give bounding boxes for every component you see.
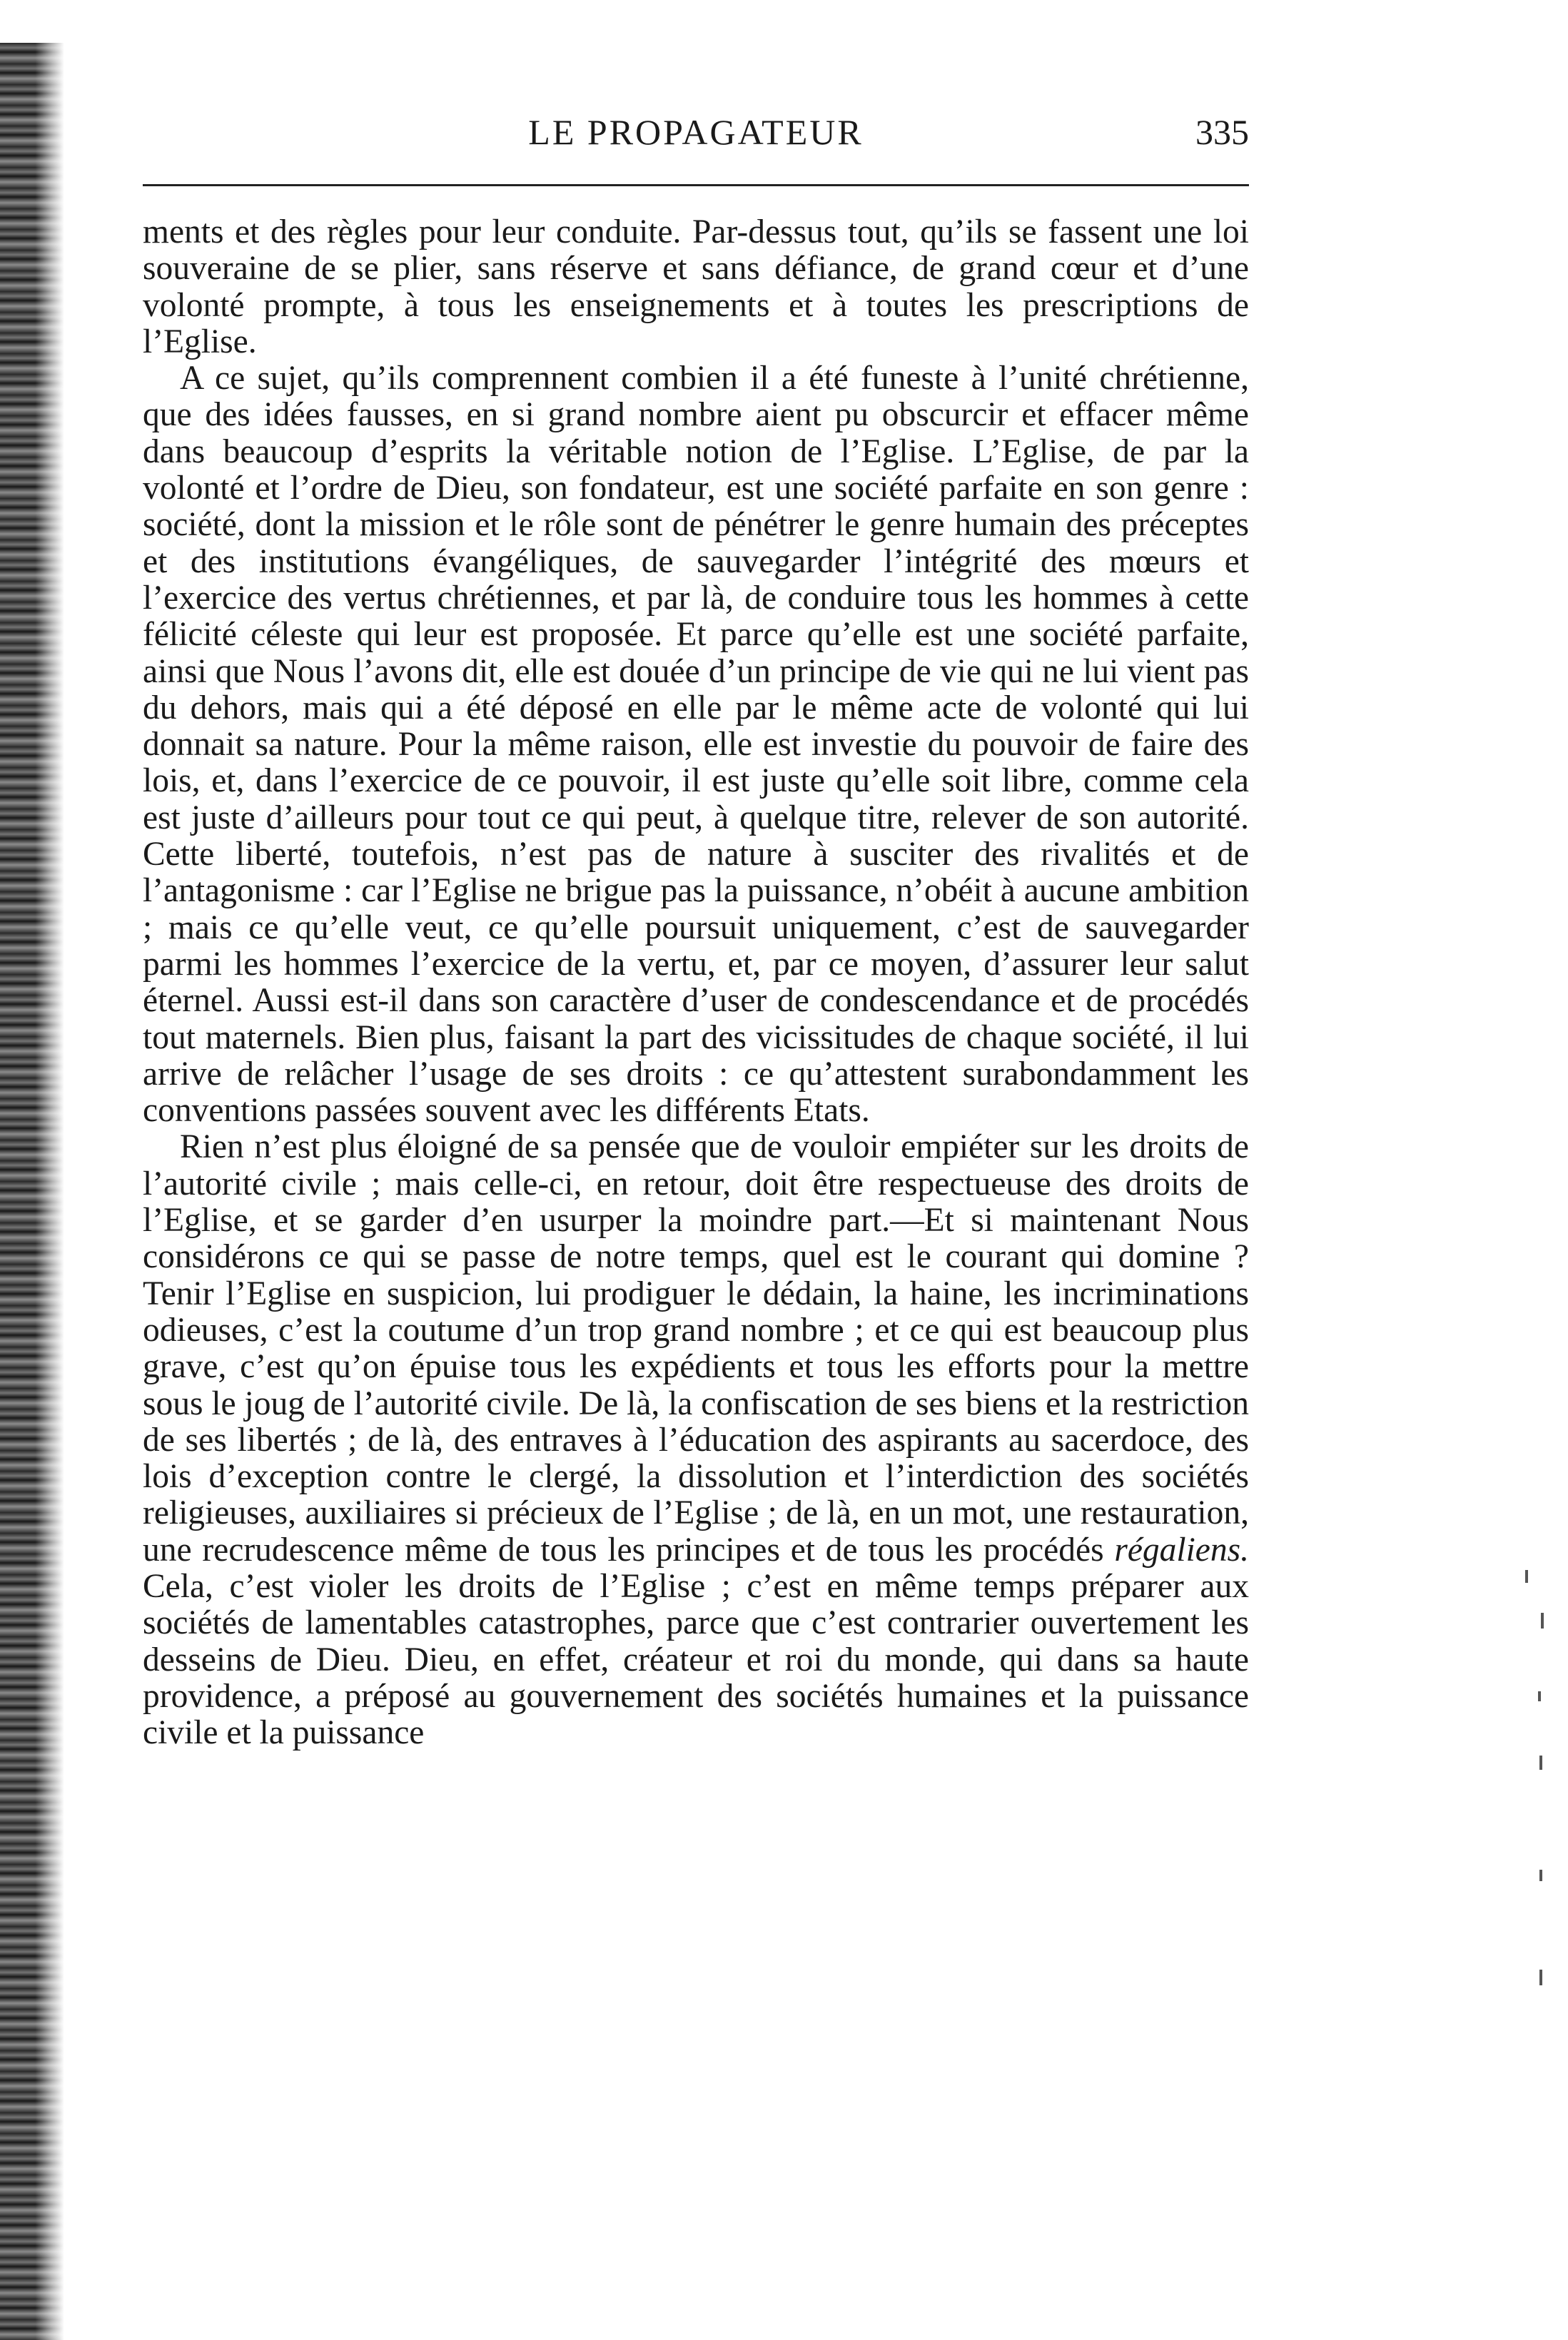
running-head: [143, 107, 1249, 157]
margin-scan-marks: [1511, 1570, 1554, 2070]
paragraph-1: ments et des règles pour leur conduite. Par-dessus tout, qu’ils se fassent une loi souveraine de se plier, sans réserve et sans défiance, de grand cœur et d’une volonté prompte, à tous les enseignements et à toutes les prescriptions de l’Eglise.: [143, 213, 1249, 360]
paragraph-2: A ce sujet, qu’ils comprennent combien il a été funeste à l’unité chrétienne, que des idées fausses, en si grand nombre aient pu obscurcir et effacer même dans beaucoup d’esprits la véritable notion de l’Eglise. L’Eglise, de par la volonté et l’ordre de Dieu, son fondateur, est une société parfaite en son genre : société, dont la mission et le rôle sont de pénétrer le genre humain des préceptes et des institutions évangéliques, de sauvegarder l’intégrité des mœurs et l’exercice des vertus chrétiennes, et par là, de conduire tous les hommes à cette félicité céleste qui leur est proposée. Et parce qu’elle est une société parfaite, ainsi que Nous l’avons dit, elle est douée d’un principe de vie qui ne lui vient pas du dehors, mais qui a été déposé en elle par le même acte de volonté qui lui donnait sa nature. Pour la même raison, elle est investie du pouvoir de faire des lois, et, dans l’exercice de ce pouvoir, il est juste qu’elle soit libre, comme cela est juste d’ailleurs pour tout ce qui peut, à quelque titre, relever de son autorité. Cette liberté, toutefois, n’est pas de nature à susciter des rivalités et de l’antagonisme : car l’Eglise ne brigue pas la puissance, n’obéit à aucune ambition ; mais ce qu’elle veut, ce qu’elle poursuit uniquement, c’est de sauvegarder parmi les hommes l’exercice de la vertu, et, par ce moyen, d’assurer leur salut éternel. Aussi est-il dans son caractère d’user de condescendance et de procédés tout maternels. Bien plus, faisant la part des vicissitudes de chaque société, il lui arrive de relâcher l’usage de ses droits : ce qu’attestent surabondamment les conventions passées souvent avec les différents Etats.: [143, 360, 1249, 1130]
header-rule: [143, 184, 1249, 186]
scanned-binding-edge: [0, 43, 64, 2340]
paragraph-3-italic-term: régaliens.: [1114, 1531, 1249, 1569]
paragraph-3-text-b: Cela, c’est violer les droits de l’Eglise ; c’est en même temps préparer aux sociétés de lamentables catastrophes, parce que c’est contrarier ouvertement les desseins de Dieu. Dieu, en effet, créateur et roi du monde, qui dans sa haute providence, a préposé au gouvernement des sociétés humaines et la puissance civile et la puissance: [143, 1567, 1249, 1752]
body-text: [143, 214, 1249, 1751]
running-title: LE PROPAGATEUR: [528, 112, 864, 152]
paragraph-3: [143, 1129, 1249, 1751]
paragraph-3-text-a: Rien n’est plus éloigné de sa pensée que de vouloir empiéter sur les droits de l’autorité civile ; mais celle-ci, en retour, doit être respectueuse des droits de l’Eglise, et se garder d’en usurper la moindre part.—Et si maintenant Nous considérons ce qui se passe de notre temps, quel est le courant qui domine ? Tenir l’Eglise en suspicion, lui prodiguer le dédain, la haine, les incriminations odieuses, c’est la coutume d’un trop grand nombre ; et ce qui est beaucoup plus grave, c’est qu’on épuise tous les expédients et tous les efforts pour la mettre sous le joug de l’autorité civile. De là, la confiscation de ses biens et la restriction de ses libertés ; de là, des entraves à l’éducation des aspirants au sacerdoce, des lois d’exception contre le clergé, la dissolution et l’interdiction des sociétés religieuses, auxiliaires si précieux de l’Eglise ; de là, en un mot, une restauration, une recrudescence même de tous les principes et de tous les procédés: [143, 1128, 1249, 1569]
page-number: 335: [1195, 112, 1249, 152]
